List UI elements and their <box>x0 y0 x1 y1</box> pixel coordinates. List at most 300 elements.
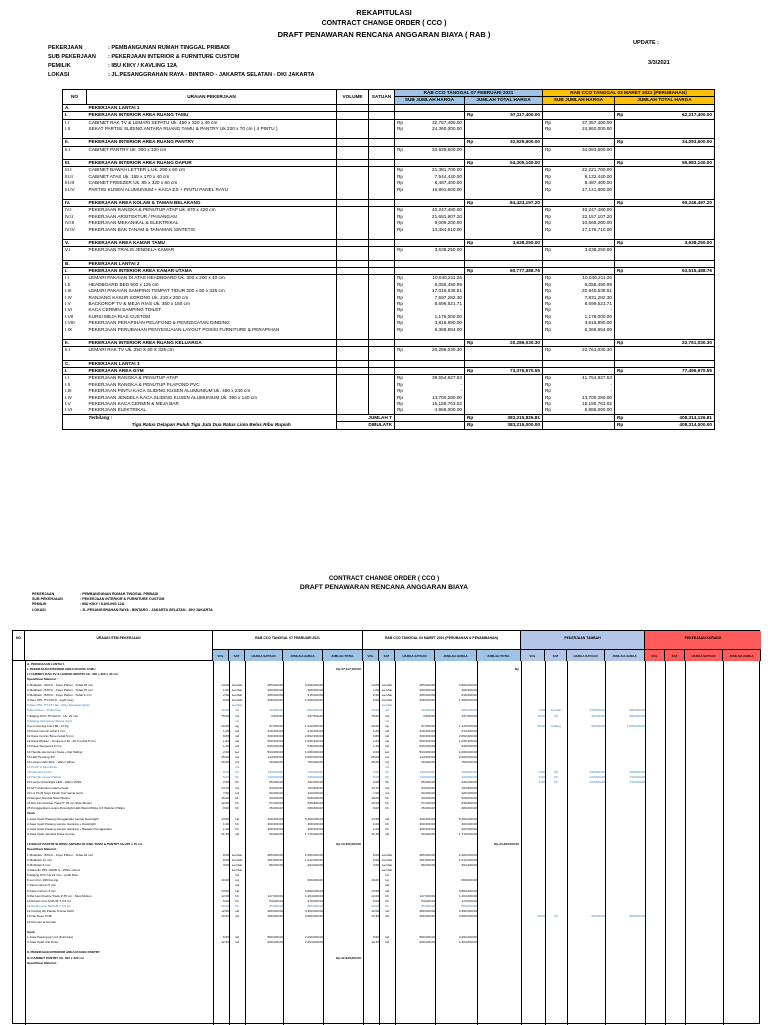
detail-vol-feb: 5.00 <box>222 898 229 903</box>
cell-rp: Rp <box>543 307 555 313</box>
detail-harga-mar: 57,000.00 <box>421 723 435 728</box>
cell-rp <box>543 199 555 206</box>
cell-uraian: CABINET FREEZER Uk. 85 x 320 x 60 cm <box>88 180 178 186</box>
detail-uraian: 19 Handle Lemari Hafele <box>27 775 62 780</box>
detail-sat-mar: bh <box>385 826 389 831</box>
detail-sat-mar: m2 <box>384 909 390 914</box>
detail-uraian: 5 Edging PVC Uk 22 mm - profil Door <box>27 873 79 878</box>
detail-sat-feb: bh <box>235 770 239 775</box>
detail-vol-feb: 2.50 <box>222 692 229 697</box>
cell-tot1: 20,286,030.30 <box>477 339 543 346</box>
cell-rp <box>543 239 555 246</box>
cell-sub1: - <box>460 381 462 387</box>
detail-vol-mar: 1.00 <box>372 821 379 826</box>
cell-sub2: 7,831,282.30 <box>584 294 612 300</box>
cell-sub2: 3,638,250.00 <box>584 247 612 253</box>
detail-subhead-kurang: HARGA SATUAN <box>685 649 723 661</box>
cell-sat <box>369 199 395 206</box>
detail-jumlah-feb: 528,000.00 <box>307 795 323 800</box>
detail-col-no: NO <box>13 631 25 661</box>
cell-rp <box>395 239 407 246</box>
detail-sat-feb: m1 <box>234 713 240 718</box>
detail-harga-mar: 400,000.00 <box>419 816 435 821</box>
cell-rp: Rp <box>395 320 407 326</box>
cell-rp: Rp <box>395 214 407 220</box>
detail-harga-feb: 144,000.00 <box>267 775 283 780</box>
detail-uraian: Upah <box>27 811 35 816</box>
detail-vol-mar: 75.00 <box>371 713 379 718</box>
cell-vol <box>337 160 369 167</box>
cell-sub2: 17,141,600.00 <box>582 186 612 192</box>
detail-jumlah-mar: 3,360,000.00 <box>458 909 477 914</box>
cell-uraian: PEKERJAAN AREA KAMAR TAMU <box>87 239 337 246</box>
cell-sub1 <box>407 160 465 167</box>
cell-no: I.I <box>63 375 87 382</box>
detail-uraian: A. PEKERJAAN LANTAI 1 <box>27 662 65 666</box>
cell-no: V. <box>63 239 87 246</box>
detail-jumlah-feb: 2,464,000.00 <box>304 940 323 945</box>
detail-total-mar: Rp 24,360,000.00 <box>494 842 519 847</box>
group-feb: RAB CCO TANGGAL 07 FEBRUARI 2021 <box>395 90 543 97</box>
cell-rp <box>543 360 555 367</box>
detail-row <box>13 961 761 966</box>
cell-rp: Rp <box>395 301 407 307</box>
tambah-sat: bh <box>554 780 558 785</box>
tambah-vol: 20.00 <box>537 914 545 919</box>
detail-sat-mar: m1 <box>384 754 390 759</box>
detail-sat-mar: m1 <box>384 765 390 769</box>
cell-sub1: 21,681,907.20 <box>432 213 462 219</box>
cell-sub2: 40,247,480.00 <box>582 207 612 213</box>
cell-rp: Rp <box>543 174 555 180</box>
detail-vol-mar: 7.00 <box>372 790 379 795</box>
cell-rp: Rp <box>543 282 555 288</box>
detail-harga-mar: 504,000.00 <box>419 749 435 754</box>
cell-rp: Rp <box>465 239 477 246</box>
detail-vol-mar: 5.00 <box>372 898 379 903</box>
detail-harga-feb: 269,600.00 <box>267 687 283 692</box>
detail-sat-feb: m1 <box>234 759 240 764</box>
detail-harga-mar: 54,000.00 <box>421 898 435 903</box>
cell-rp: Rp <box>543 227 555 233</box>
detail-jumlah-mar: 1,710,000.00 <box>458 831 477 836</box>
detail-uraian: Spesifikasi Material : <box>27 847 58 852</box>
cell-tot1 <box>477 146 543 153</box>
detail-group-feb: RAB CCO TANGGAL 07 FEBRUARI 2021 <box>213 631 363 661</box>
tambah-jumlah: 500,000.00 <box>629 914 645 919</box>
detail-jumlah-mar: 264,000.00 <box>461 862 477 867</box>
detail-sat-feb: m2 <box>234 831 240 836</box>
cell-tot2 <box>627 104 715 111</box>
detail-sat-mar: Lembar <box>381 698 393 703</box>
detail-harga-mar: 210,000.00 <box>419 728 435 733</box>
detail-harga-feb: 540,000.00 <box>267 744 283 749</box>
detail-harga-feb: 144,000.00 <box>267 754 283 759</box>
cell-no: I.V <box>63 301 87 307</box>
detail-sat-feb: m1 <box>234 708 240 713</box>
detail-harga-mar: 60,000.00 <box>421 790 435 795</box>
cell-sat <box>369 207 395 214</box>
cell-sub2: 37,357,400.00 <box>582 119 612 125</box>
cell-rp <box>395 360 407 367</box>
detail-uraian: 17 Profil 'L' Aluminium <box>27 765 58 769</box>
cell-no: IV.II <box>63 214 87 220</box>
cell-vol <box>337 139 369 146</box>
cell-tot2 <box>627 119 715 126</box>
cell-no: I.IV <box>63 295 87 301</box>
cell-rp <box>615 360 627 367</box>
grid-line <box>435 661 436 1025</box>
cell-rp: Rp <box>395 275 407 282</box>
cell-tot1 <box>477 275 543 282</box>
tambah-row <box>13 780 761 785</box>
detail-jumlah-feb: 269,600.00 <box>307 687 323 692</box>
info-line <box>48 62 315 71</box>
cell-rp: Rp <box>615 199 627 206</box>
detail-vol-mar: 14.70 <box>371 785 379 790</box>
detail-uraian: 23 Engsel Sendok Slow Motion <box>27 795 70 800</box>
detail-jumlah-feb: 2,652,000.00 <box>304 734 323 739</box>
cell-rp <box>465 275 477 282</box>
project-info <box>48 44 315 80</box>
detail-vol-mar: 1.20 <box>372 744 379 749</box>
detail-sat-mar: bh <box>385 806 389 811</box>
detail-vol-feb: 20.00 <box>221 723 229 728</box>
detail-uraian: 3 Multiplek - BXCC - Kayu Pahon - Tebal 9 mm <box>27 692 92 697</box>
cell-vol <box>337 267 369 274</box>
detail-vol-feb: 16.00 <box>221 795 229 800</box>
cell-vol <box>337 199 369 206</box>
info-value: : IBU KIKY / KAVLING 12A <box>108 63 178 69</box>
detail-jumlah-mar: 650,000.00 <box>461 708 477 713</box>
cell-rp <box>395 260 407 267</box>
grid-line <box>363 661 364 1025</box>
tambah-jumlah: 556,000.00 <box>629 708 645 713</box>
detail-harga-feb: 300,000.00 <box>267 826 283 831</box>
detail-jumlah-feb: 3,080,000.00 <box>304 914 323 919</box>
cell-rp: Rp <box>465 339 477 346</box>
detail-vol-feb: 5.00 <box>222 770 229 775</box>
detail-vol-feb: 1.20 <box>222 744 229 749</box>
cell-sat <box>369 119 395 126</box>
detail-vol-feb: 12.32 <box>221 914 229 919</box>
detail-vol-feb: 75.00 <box>221 713 229 718</box>
tambah-sat: bh <box>554 770 558 775</box>
detail-sat-mar: m2 <box>384 934 390 939</box>
cell-sub1: 40,247,480.00 <box>432 207 462 213</box>
cell-tot2 <box>627 146 715 153</box>
cell-sub2 <box>555 260 615 267</box>
detail-uraian: 14 Handle aluminium Kaca + Rel Sliding <box>27 749 83 754</box>
jumlah-row: Terbilang : JUMLAH T Rp 383,215,826.81 Rp 408,314,126.81 <box>63 414 715 421</box>
cell-uraian: LEMARI PAKAIAN SAMPING TEMPAT TIDUR 200 x 60 x 325 cm <box>88 288 225 294</box>
detail-vol-feb: 13.50 <box>221 888 229 893</box>
detail-jumlah-feb: 264,000.00 <box>307 862 323 867</box>
detail-sat-feb: m1 <box>234 765 240 769</box>
cell-tot2: 3,638,250.00 <box>627 239 715 246</box>
detail-subhead-feb: SAT <box>229 649 245 661</box>
detail-sat-mar: Lembar <box>381 687 393 692</box>
detail-jumlah-feb: 300,000.00 <box>307 826 323 831</box>
detail-jumlah-mar: 1,404,000.00 <box>458 893 477 898</box>
cell-rp: Rp <box>395 327 407 333</box>
detail-sat-mar: kg <box>385 723 389 728</box>
detail-total-feb: Rp 24,360,000.00 <box>336 842 361 847</box>
cell-rp: Rp <box>395 347 407 354</box>
info-key: PEKERJAAN <box>32 592 55 596</box>
cell-sat <box>369 139 395 146</box>
cell-sub2: 17,176,710.00 <box>582 226 612 232</box>
cell-tot2: 63,515,488.76 <box>627 267 715 274</box>
detail-subhead-mar: JUMLAH TOTAL <box>477 649 521 661</box>
detail-sat-mar: m1 <box>384 713 390 718</box>
tambah-vol: 16.00 <box>537 713 545 718</box>
col-sub-feb: SUB JUMLAH HARGA <box>395 97 465 104</box>
cell-rp: Rp <box>615 368 627 375</box>
cell-uraian: PEKERJAAN AREA KOLAM & TAMAN BELAKANG <box>87 199 337 206</box>
detail-sheet <box>0 565 768 1024</box>
cell-rp: Rp <box>465 160 477 167</box>
cell-sub1 <box>407 139 465 146</box>
cell-no: III. <box>63 160 87 167</box>
cell-sat <box>369 104 395 111</box>
cell-sub1 <box>407 267 465 274</box>
cell-tot2: 77,496,970.55 <box>627 368 715 375</box>
cell-tot1 <box>477 119 543 126</box>
cell-sub1: - <box>460 388 462 394</box>
cell-rp <box>395 139 407 146</box>
table-row <box>63 267 715 274</box>
cell-rp: Rp <box>395 220 407 226</box>
cell-rp: Rp <box>543 382 555 388</box>
cell-rp <box>395 160 407 167</box>
detail-uraian: 4 Taco HPL TH 010 D - Light Grey <box>27 698 74 703</box>
detail-vol-feb: 14.00 <box>221 682 229 687</box>
cell-tot1 <box>477 260 543 267</box>
detail-title-1: CONTRACT CHANGE ORDER ( CCO ) <box>328 575 440 582</box>
detail-vol-mar: 1.00 <box>372 728 379 733</box>
detail-harga-mar: 560,000.00 <box>419 739 435 744</box>
detail-jumlah-feb: 270,000.00 <box>307 898 323 903</box>
detail-total-feb: Rp 57,117,400.00 <box>336 667 361 672</box>
cell-sat <box>369 347 395 354</box>
detail-jumlah-mar: 500,000.00 <box>461 904 477 909</box>
cell-sub2 <box>555 267 615 274</box>
detail-vol-feb: 3.00 <box>222 862 229 867</box>
detail-jumlah-mar: 720,000.00 <box>461 775 477 780</box>
cell-rp: Rp <box>543 388 555 394</box>
detail-harga-feb: 210,000.00 <box>267 728 283 733</box>
cell-uraian: PEKERJAAN RANGKA & PENUTUP ATAP <box>88 375 178 381</box>
detail-uraian: 11 Kaca Cermin Bevel tebal 5 mm <box>27 734 74 739</box>
grid-line <box>283 661 284 1025</box>
detail-vol-mar: 1.84 <box>372 739 379 744</box>
detail-jumlah-mar: 3,600,000.00 <box>458 754 477 759</box>
detail-vol-feb: 25.00 <box>221 754 229 759</box>
info-key: LOKASI <box>32 607 46 612</box>
detail-sat-feb: Lembar <box>231 687 243 692</box>
detail-subhead-kurang: SAT <box>665 649 685 661</box>
cell-uraian: HEADBOARD BED 500 x 125 cm <box>88 281 159 287</box>
detail-jumlah-feb: 750,000.00 <box>307 759 323 764</box>
detail-vol-mar: 8.80 <box>372 734 379 739</box>
detail-jumlah-mar: 300,000.00 <box>461 821 477 826</box>
cell-sub2: 6,058,490.99 <box>584 281 612 287</box>
grid-line <box>521 661 522 1025</box>
detail-vol-mar: 12.00 <box>371 893 379 898</box>
detail-sat-feb: m1 <box>234 873 240 878</box>
detail-total-feb: Rp 32,929,600.00 <box>336 955 361 960</box>
detail-sat-feb: m2 <box>234 739 240 744</box>
detail-sat-mar: m2 <box>384 914 390 919</box>
cell-rp <box>615 260 627 267</box>
cell-no: I.VI <box>63 307 87 313</box>
cell-tot1: 54,305,140.00 <box>477 160 543 167</box>
cell-rp: Rp <box>395 167 407 174</box>
detail-sat-feb: m1 <box>234 718 240 723</box>
cell-sat <box>369 275 395 282</box>
detail-uraian: 1 Jasa Upah Pasang Penggantian Lampu Downlight <box>27 816 99 821</box>
detail-vol-mar: 12.00 <box>371 909 379 914</box>
detail-harga-mar: 4,500.00 <box>422 713 435 718</box>
info-line <box>48 71 315 80</box>
detail-jumlah-mar: 420,000.00 <box>461 790 477 795</box>
detail-sat-feb: bh <box>235 806 239 811</box>
cell-uraian: PEKERJAAN INTERIOR AREA RUANG DAPUR <box>87 160 337 167</box>
cell-rp: Rp <box>543 220 555 226</box>
detail-jumlah-feb: 720,000.00 <box>307 775 323 780</box>
detail-vol-feb: 12.32 <box>221 940 229 945</box>
detail-jumlah-mar: 270,000.00 <box>461 898 477 903</box>
detail-harga-mar: 144,000.00 <box>419 775 435 780</box>
cell-sat <box>369 167 395 174</box>
cell-rp: Rp <box>395 401 407 407</box>
detail-jumlah-mar: 515,000.00 <box>461 692 477 697</box>
detail-uraian: 13 Cat Duco Putih <box>27 914 53 919</box>
tambah-sat: batang <box>551 723 561 728</box>
detail-harga-feb: 280,000.00 <box>267 909 283 914</box>
cell-sat <box>369 146 395 153</box>
detail-harga-mar: 117,000.00 <box>419 893 435 898</box>
detail-harga-mar: 300,000.00 <box>419 826 435 831</box>
detail-jumlah-mar: 528,000.00 <box>461 795 477 800</box>
detail-harga-feb: 144,000.00 <box>267 770 283 775</box>
detail-vol-mar: 14.00 <box>371 682 379 687</box>
cell-uraian: RANJANG KASUR SORONG Uk. 210 x 200 cm <box>88 294 189 300</box>
detail-subhead-kurang: VOL <box>645 649 665 661</box>
detail-uraian: 6 Aluminium - Profil Door <box>27 708 62 713</box>
title-cco: CONTRACT CHANGE ORDER ( CCO ) <box>321 20 447 27</box>
cell-sub1: 32,929,600.00 <box>432 146 462 152</box>
detail-vol-feb: 5.00 <box>222 775 229 780</box>
info-line <box>32 608 213 613</box>
cell-vol <box>337 247 369 254</box>
detail-uraian: 7 Kaca Cermin 5 mm <box>27 883 57 888</box>
detail-harga-mar: 200,000.00 <box>419 940 435 945</box>
cell-no: I.I <box>63 275 87 282</box>
grid-line <box>477 661 478 1025</box>
table-row <box>63 275 715 282</box>
cell-rp: Rp <box>395 187 407 193</box>
detail-vol-feb: 13.50 <box>221 816 229 821</box>
cell-sub2 <box>555 360 615 367</box>
tambah-sat: m1 <box>553 713 559 718</box>
info-key: PEKERJAAN <box>48 45 83 51</box>
detail-harga-mar: 54,000.00 <box>421 785 435 790</box>
cell-sub1: 6,368,554.00 <box>434 326 462 332</box>
detail-jumlah-feb: 650,000.00 <box>307 708 323 713</box>
detail-uraian: 7 Edging PVC TH 010 D - Uk. 22 mm <box>27 713 79 718</box>
cell-no: III.II <box>63 174 87 180</box>
detail-jumlah-feb: 720,000.00 <box>307 770 323 775</box>
detail-vol-feb: 20.00 <box>221 904 229 909</box>
detail-harga-mar: 206,000.00 <box>419 692 435 697</box>
cell-rp <box>543 104 555 111</box>
detail-harga-feb: 86,000.00 <box>269 780 283 785</box>
cell-tot1 <box>477 247 543 254</box>
cell-rp <box>395 112 407 119</box>
cell-tot2 <box>627 260 715 267</box>
detail-vol-feb: 6.60 <box>222 934 229 939</box>
detail-sat-mar: Lembar <box>381 862 393 867</box>
jumlah-label: JUMLAH T <box>337 414 395 421</box>
detail-jumlah-mar: 3,080,000.00 <box>458 914 477 919</box>
cell-sub2: 34,093,600.00 <box>582 146 612 152</box>
cell-sub1 <box>407 104 465 111</box>
detail-vol-mar: 25.00 <box>371 754 379 759</box>
detail-vol-mar: 12.32 <box>371 914 379 919</box>
cell-vol <box>337 260 369 267</box>
detail-uraian: 4 Dekorlin HPL 10000 S - White Cloud <box>27 868 80 872</box>
detail-harga-feb: 650,000.00 <box>267 934 283 939</box>
update-date: 3/3/2021 <box>648 60 670 66</box>
cell-rp: Rp <box>395 146 407 153</box>
cell-rp: Rp <box>395 288 407 294</box>
cell-no: I. <box>63 112 87 119</box>
cell-uraian: KACA CERMIN SAMPING TOILET <box>88 307 162 313</box>
detail-harga-feb: 285,000.00 <box>267 682 283 687</box>
title-rekapitulasi: REKAPITULASI <box>356 8 412 17</box>
tambah-jumlah: 650,000.00 <box>629 713 645 718</box>
detail-harga-feb: 285,000.00 <box>267 852 283 857</box>
cell-rp: Rp <box>395 180 407 186</box>
detail-harga-mar: 25,000.00 <box>421 904 435 909</box>
detail-vol-mar: 6.60 <box>372 934 379 939</box>
cell-vol <box>337 375 369 382</box>
document-header <box>0 6 768 39</box>
detail-uraian: 9 Lem Kuning Fox 168 - 10 kg <box>27 723 69 728</box>
cell-sub1: 3,818,890.00 <box>434 320 462 326</box>
cell-rp <box>395 104 407 111</box>
tambah-harga: 144,000.00 <box>589 775 605 780</box>
detail-jumlah-feb: 3,860,000.00 <box>304 888 323 893</box>
cell-rp: Rp <box>395 207 407 214</box>
tambah-harga: 144,000.00 <box>589 770 605 775</box>
detail-uraian: 1 Multiplek - BXCC - Kayu Pahon - Tebal 18 mm <box>27 852 94 857</box>
detail-jumlah-mar: 269,600.00 <box>461 687 477 692</box>
detail-uraian: 14 Dempul & Amplas <box>27 919 56 924</box>
detail-jumlah-mar: 1,030,400.00 <box>458 739 477 744</box>
cell-rp: Rp <box>465 267 477 274</box>
detail-uraian: 2 Jasa Upah Pasang Lampu Gantung + Downlight <box>27 821 96 826</box>
detail-title-2: DRAFT PENAWARAN RENCANA ANGGARAN BIAYA <box>299 584 469 591</box>
cell-uraian: PEKERJAAN LANTAI 3 <box>87 360 337 367</box>
cell-sub2: 22,157,107.20 <box>582 213 612 219</box>
cell-sub2 <box>555 368 615 375</box>
detail-harga-feb: 35,000.00 <box>269 806 283 811</box>
detail-harga-feb: 60,000.00 <box>269 790 283 795</box>
cell-uraian: CABINET ATAS Uk. 155 x 170 x 40 cm <box>88 173 170 179</box>
